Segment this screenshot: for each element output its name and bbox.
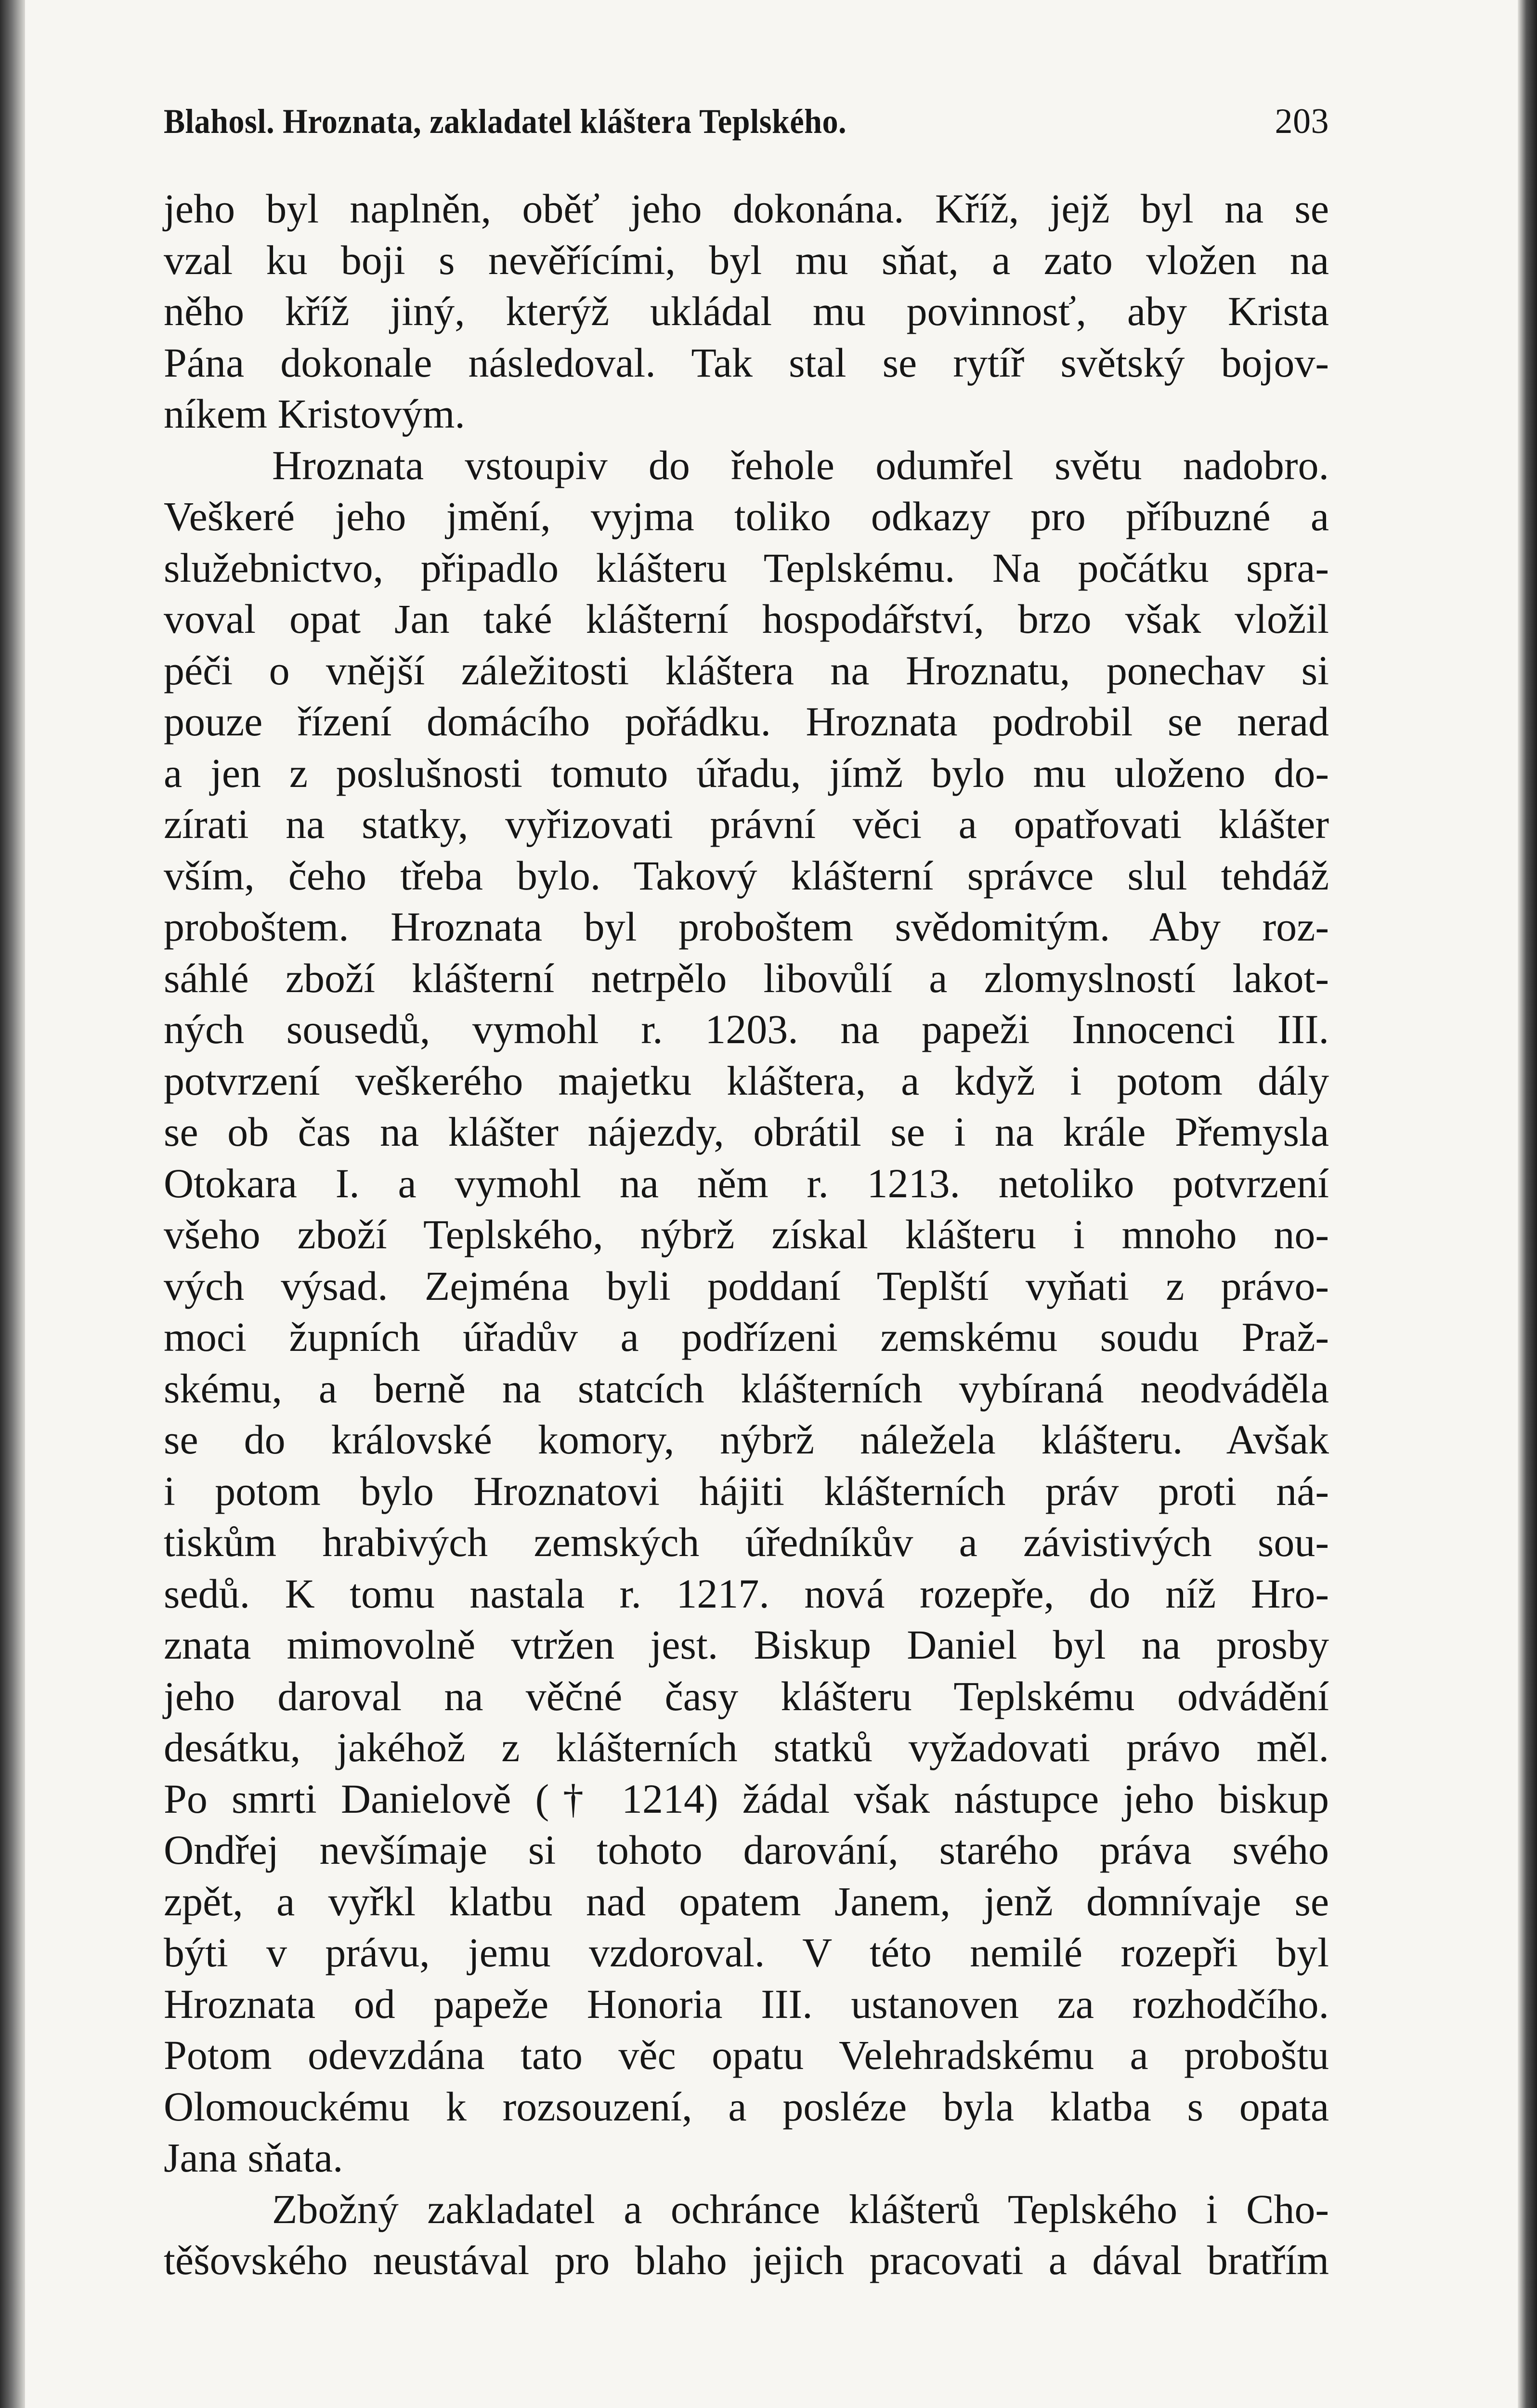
text-line: a jen z poslušnosti tomuto úřadu, jímž bylo mu uloženo do- (164, 749, 1329, 796)
text-line: Zbožný zakladatel a ochránce klášterů Teplského i Cho- (272, 2186, 1329, 2232)
text-line: těšovského neustával pro blaho jejich pracovati a dával bratřím (164, 2237, 1329, 2283)
text-line: ných sousedů, vymohl r. 1203. na papeži Innocenci III. (164, 1006, 1329, 1052)
text-line: všeho zboží Teplského, nýbrž získal klášteru i mnoho no- (164, 1211, 1329, 1257)
text-line: Olomouckému k rozsouzení, a posléze byla klatba s opata (164, 2083, 1329, 2130)
text-line: Potom odevzdána tato věc opatu Velehradskému a proboštu (164, 2032, 1329, 2078)
text-line: služebnictvo, připadlo klášteru Teplskému. Na počátku spra- (164, 544, 1329, 591)
text-line: zírati na statky, vyřizovati právní věci a opatřovati klášter (164, 801, 1329, 847)
scan-edge-right (1518, 0, 1537, 2408)
text-line: znata mimovolně vtržen jest. Biskup Daniel byl na prosby (164, 1622, 1329, 1668)
text-line: desátku, jakéhož z klášterních statků vyžadovati právo měl. (164, 1724, 1329, 1770)
text-line: Ondřej nevšímaje si tohoto darování, starého práva svého (164, 1827, 1329, 1873)
text-line: se ob čas na klášter nájezdy, obrátil se i na krále Přemysla (164, 1109, 1329, 1155)
text-line: něho kříž jiný, kterýž ukládal mu povinnosť, aby Krista (164, 288, 1329, 334)
text-line: proboštem. Hroznata byl proboštem svědomitým. Aby roz- (164, 903, 1329, 950)
text-line: voval opat Jan také klášterní hospodářství, brzo však vložil (164, 596, 1329, 642)
text-line: péči o vnější záležitosti kláštera na Hroznatu, ponechav si (164, 647, 1329, 694)
text-line: tiskům hrabivých zemských úředníkův a závistivých sou- (164, 1519, 1329, 1565)
text-line: potvrzení veškerého majetku kláštera, a když i potom dály (164, 1057, 1329, 1104)
text-line: vším, čeho třeba bylo. Takový klášterní správce slul tehdáž (164, 852, 1329, 899)
scan-edge-left (0, 0, 25, 2408)
text-line: níkem Kristovým. (164, 391, 465, 437)
text-line: Veškeré jeho jmění, vyjma toliko odkazy pro příbuzné a (164, 493, 1329, 539)
text-line: i potom bylo Hroznatovi hájiti klášterních práv proti ná- (164, 1467, 1329, 1514)
text-line: skému, a berně na statcích klášterních vybíraná neodváděla (164, 1365, 1329, 1412)
text-line: Po smrti Danielově († 1214) žádal však nástupce jeho biskup (164, 1775, 1329, 1822)
text-line: sáhlé zboží klášterní netrpělo libovůlí a zlomyslností lakot- (164, 955, 1329, 1001)
text-line: Otokara I. a vymohl na něm r. 1213. netoliko potvrzení (164, 1160, 1329, 1206)
body-text (164, 183, 1329, 2286)
text-line: jeho daroval na věčné časy klášteru Teplskému odvádění (164, 1673, 1329, 1719)
text-line: pouze řízení domácího pořádku. Hroznata podrobil se nerad (164, 698, 1329, 745)
text-line: vzal ku boji s nevěřícími, byl mu sňat, a zato vložen na (164, 236, 1329, 283)
text-line: býti v právu, jemu vzdoroval. V této nemilé rozepři byl (164, 1929, 1329, 1976)
text-line: moci župních úřadův a podřízeni zemskému soudu Praž- (164, 1314, 1329, 1360)
text-line: se do královské komory, nýbrž náležela klášteru. Avšak (164, 1416, 1329, 1463)
running-title: Blahosl. Hroznata, zakladatel kláštera Teplského. (164, 102, 847, 141)
text-line: zpět, a vyřkl klatbu nad opatem Janem, jenž domnívaje se (164, 1878, 1329, 1924)
running-head (164, 101, 1329, 154)
text-line: vých výsad. Zejména byli poddaní Teplští vyňati z právo- (164, 1262, 1329, 1309)
text-line: Pána dokonale následoval. Tak stal se rytíř světský bojov- (164, 339, 1329, 386)
page-number: 203 (1275, 102, 1329, 141)
text-line: jeho byl naplněn, oběť jeho dokonána. Kříž, jejž byl na se (164, 185, 1329, 232)
text-line: Hroznata vstoupiv do řehole odumřel světu nadobro. (272, 442, 1329, 488)
text-line: Hroznata od papeže Honoria III. ustanoven za rozhodčího. (164, 1980, 1329, 2027)
text-line: Jana sňata. (164, 2134, 343, 2181)
text-line: sedů. K tomu nastala r. 1217. nová rozepře, do níž Hro- (164, 1570, 1329, 1617)
